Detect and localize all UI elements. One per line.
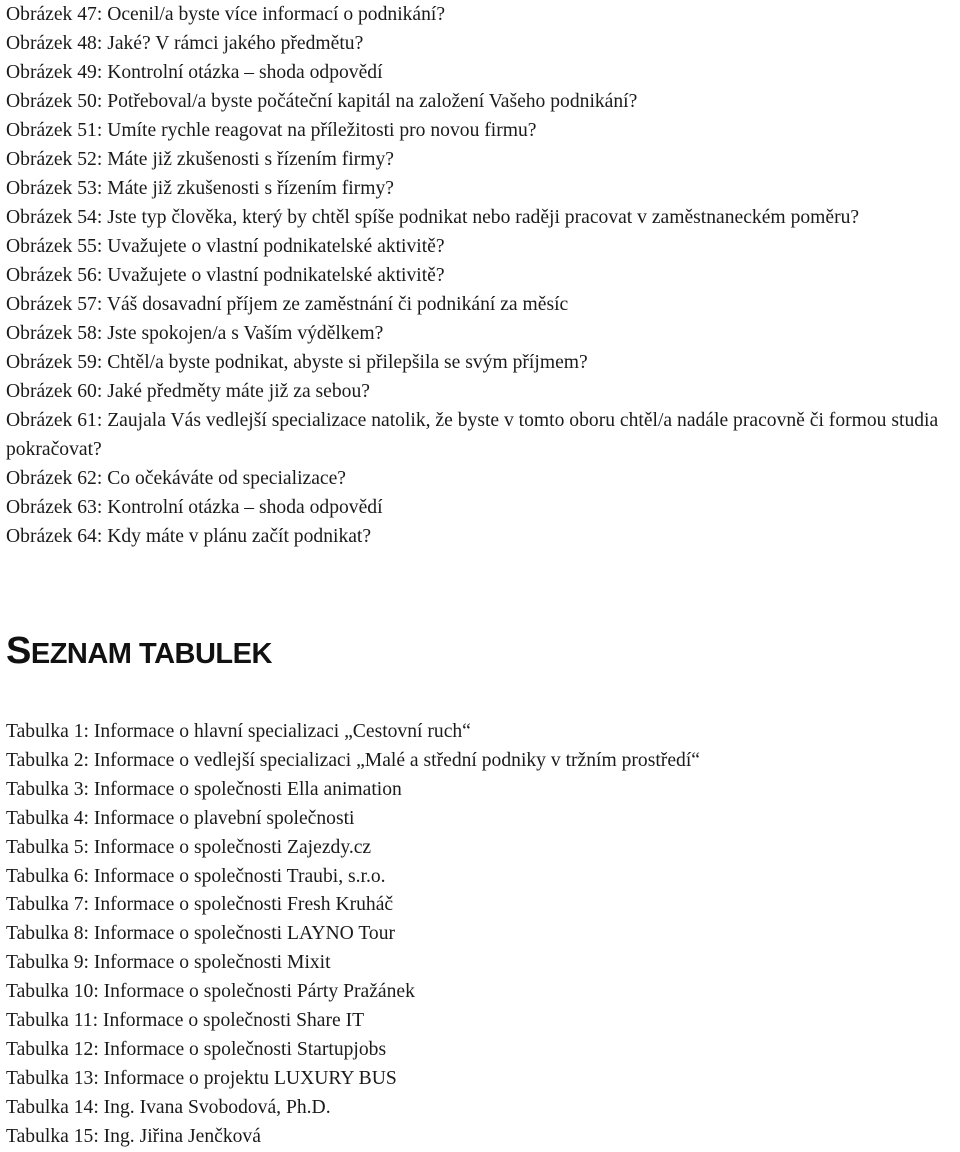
table-entry[interactable]: Tabulka 13: Informace o projektu LUXURY BUS — [6, 1067, 397, 1089]
figure-entry[interactable]: Obrázek 48: Jaké? V rámci jakého předmětu? — [6, 33, 364, 54]
section-heading — [6, 632, 272, 670]
heading-rest: EZNAM TABULEK — [30, 638, 272, 670]
table-entry[interactable]: Tabulka 9: Informace o společnosti Mixit — [6, 952, 331, 974]
figure-entry[interactable]: Obrázek 61: Zaujala Vás vedlejší specializace natolik, že byste v tomto oboru chtěl/a nadále pracovně či formou studia pokračovat? — [6, 410, 939, 460]
figure-entry[interactable]: Obrázek 50: Potřeboval/a byste počáteční kapitál na založení Vašeho podnikání? — [6, 91, 638, 112]
table-entry[interactable]: Tabulka 3: Informace o společnosti Ella animation — [6, 778, 402, 800]
table-entry[interactable]: Tabulka 6: Informace o společnosti Traubi, s.r.o. — [6, 865, 386, 887]
figure-entry[interactable]: Obrázek 52: Máte již zkušenosti s řízením firmy? — [6, 149, 394, 170]
figure-entry[interactable]: Obrázek 63: Kontrolní otázka – shoda odpovědí — [6, 497, 383, 518]
table-entry[interactable]: Tabulka 14: Ing. Ivana Svobodová, Ph.D. — [6, 1096, 331, 1118]
figure-entry[interactable]: Obrázek 54: Jste typ člověka, který by chtěl spíše podnikat nebo raději pracovat v zaměstnaneckém poměru? — [6, 207, 860, 228]
table-entry[interactable]: Tabulka 11: Informace o společnosti Share IT — [6, 1010, 365, 1032]
list-of-figures — [6, 0, 956, 551]
figure-entry[interactable]: Obrázek 60: Jaké předměty máte již za sebou? — [6, 381, 370, 402]
table-entry[interactable]: Tabulka 7: Informace o společnosti Fresh Kruháč — [6, 894, 394, 916]
table-entry[interactable]: Tabulka 8: Informace o společnosti LAYNO Tour — [6, 923, 396, 945]
figure-entry[interactable]: Obrázek 62: Co očekáváte od specializace? — [6, 468, 346, 489]
table-entry[interactable]: Tabulka 4: Informace o plavební společnosti — [6, 807, 355, 829]
table-entry[interactable]: Tabulka 5: Informace o společnosti Zajezdy.cz — [6, 836, 372, 858]
figure-entry[interactable]: Obrázek 51: Umíte rychle reagovat na příležitosti pro novou firmu? — [6, 120, 537, 141]
table-entry[interactable]: Tabulka 10: Informace o společnosti Párty Pražánek — [6, 981, 415, 1003]
table-entry[interactable]: Tabulka 1: Informace o hlavní specializaci „Cestovní ruch“ — [6, 721, 471, 742]
table-entry[interactable]: Tabulka 2: Informace o vedlejší specializaci „Malé a střední podniky v tržním prostředí“ — [6, 749, 700, 771]
figure-entry[interactable]: Obrázek 53: Máte již zkušenosti s řízením firmy? — [6, 178, 394, 199]
figure-entry[interactable]: Obrázek 55: Uvažujete o vlastní podnikatelské aktivitě? — [6, 236, 445, 257]
figure-entry[interactable]: Obrázek 56: Uvažujete o vlastní podnikatelské aktivitě? — [6, 265, 445, 286]
figure-entry[interactable]: Obrázek 64: Kdy máte v plánu začít podnikat? — [6, 526, 372, 547]
figure-entry[interactable]: Obrázek 47: Ocenil/a byste více informací o podnikání? — [6, 4, 446, 25]
table-entry[interactable]: Tabulka 15: Ing. Jiřina Jenčková — [6, 1125, 261, 1147]
heading-initial: S — [6, 630, 31, 672]
table-entry[interactable]: Tabulka 12: Informace o společnosti Startupjobs — [6, 1038, 387, 1060]
figure-entry[interactable]: Obrázek 57: Váš dosavadní příjem ze zaměstnání či podnikání za měsíc — [6, 294, 569, 315]
list-of-tables — [6, 718, 956, 1152]
figure-entry[interactable]: Obrázek 58: Jste spokojen/a s Vaším výdělkem? — [6, 323, 384, 344]
figure-entry[interactable]: Obrázek 59: Chtěl/a byste podnikat, abyste si přilepšila se svým příjmem? — [6, 352, 588, 373]
figure-entry[interactable]: Obrázek 49: Kontrolní otázka – shoda odpovědí — [6, 62, 383, 83]
